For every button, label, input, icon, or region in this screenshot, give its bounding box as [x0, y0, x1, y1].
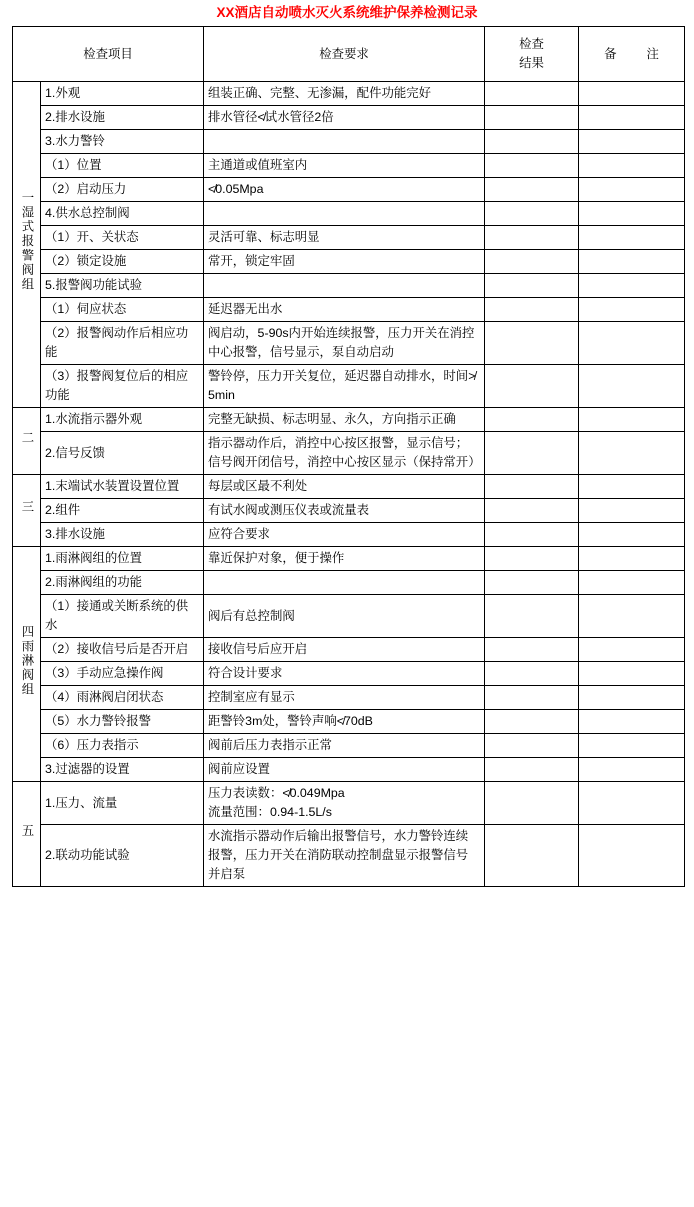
inspection-item-cell: 1.压力、流量: [41, 782, 204, 825]
table-row: [13, 106, 685, 130]
inspection-requirement-cell: 常开，锁定牢固: [204, 250, 485, 274]
column-header-result-line1: 检查: [519, 37, 544, 51]
inspection-item-cell: （1）接通或关断系统的供水: [41, 595, 204, 638]
inspection-item-cell: （3）手动应急操作阀: [41, 662, 204, 686]
inspection-result-cell[interactable]: [485, 202, 579, 226]
inspection-item-cell: （2）启动压力: [41, 178, 204, 202]
inspection-requirement-cell: 阀前后压力表指示正常: [204, 734, 485, 758]
inspection-requirement-cell: 压力表读数：≮0.049Mpa 流量范围：0.94-1.5L/s: [204, 782, 485, 825]
inspection-item-cell: （2）锁定设施: [41, 250, 204, 274]
inspection-result-cell[interactable]: [485, 322, 579, 365]
inspection-result-cell[interactable]: [485, 274, 579, 298]
inspection-item-cell: 5.报警阀功能试验: [41, 274, 204, 298]
inspection-result-cell[interactable]: [485, 178, 579, 202]
inspection-item-cell: 3.水力警铃: [41, 130, 204, 154]
inspection-requirement-cell: 排水管径≮试水管径2倍: [204, 106, 485, 130]
table-row: [13, 595, 685, 638]
inspection-note-cell[interactable]: [579, 686, 685, 710]
inspection-result-cell[interactable]: [485, 250, 579, 274]
inspection-note-cell[interactable]: [579, 475, 685, 499]
inspection-result-cell[interactable]: [485, 758, 579, 782]
table-row: [13, 734, 685, 758]
inspection-item-cell: 1.雨淋阀组的位置: [41, 547, 204, 571]
inspection-note-cell[interactable]: [579, 250, 685, 274]
inspection-result-cell[interactable]: [485, 782, 579, 825]
table-row: [13, 432, 685, 475]
inspection-result-cell[interactable]: [485, 710, 579, 734]
inspection-note-cell[interactable]: [579, 408, 685, 432]
column-header-result: [485, 27, 579, 82]
inspection-note-cell[interactable]: [579, 322, 685, 365]
inspection-item-cell: 4.供水总控制阀: [41, 202, 204, 226]
inspection-requirement-cell: 有试水阀或测压仪表或流量表: [204, 499, 485, 523]
inspection-note-cell[interactable]: [579, 154, 685, 178]
inspection-item-cell: （5）水力警铃报警: [41, 710, 204, 734]
inspection-note-cell[interactable]: [579, 82, 685, 106]
inspection-item-cell: 3.过滤器的设置: [41, 758, 204, 782]
table-row: [13, 365, 685, 408]
inspection-note-cell[interactable]: [579, 595, 685, 638]
inspection-result-cell[interactable]: [485, 734, 579, 758]
table-row: [13, 662, 685, 686]
inspection-result-cell[interactable]: [485, 432, 579, 475]
inspection-requirement-cell: ≮0.05Mpa: [204, 178, 485, 202]
inspection-requirement-cell: [204, 274, 485, 298]
table-row: [13, 638, 685, 662]
inspection-item-cell: 1.末端试水装置设置位置: [41, 475, 204, 499]
inspection-item-cell: 2.信号反馈: [41, 432, 204, 475]
inspection-requirement-cell: 组装正确、完整、无渗漏，配件功能完好: [204, 82, 485, 106]
section-label: 三: [20, 500, 34, 515]
section-label: 五: [20, 823, 34, 839]
table-body: [13, 82, 685, 887]
inspection-requirement-cell: [204, 202, 485, 226]
table-row: [13, 202, 685, 226]
column-header-note-b: 注: [646, 46, 659, 61]
inspection-result-cell[interactable]: [485, 499, 579, 523]
inspection-result-cell[interactable]: [485, 571, 579, 595]
table-row: [13, 178, 685, 202]
inspection-result-cell[interactable]: [485, 475, 579, 499]
table-row: [13, 758, 685, 782]
inspection-result-cell[interactable]: [485, 82, 579, 106]
inspection-item-cell: （2）报警阀动作后相应功能: [41, 322, 204, 365]
inspection-requirement-cell: 靠近保护对象，便于操作: [204, 547, 485, 571]
inspection-item-cell: （4）雨淋阀启闭状态: [41, 686, 204, 710]
inspection-result-cell[interactable]: [485, 638, 579, 662]
inspection-item-cell: （2）接收信号后是否开启: [41, 638, 204, 662]
inspection-requirement-cell: 每层或区最不利处: [204, 475, 485, 499]
inspection-requirement-cell: 距警铃3m处，警铃声响≮70dB: [204, 710, 485, 734]
inspection-item-cell: 1.外观: [41, 82, 204, 106]
inspection-note-cell[interactable]: [579, 365, 685, 408]
table-row: [13, 408, 685, 432]
inspection-note-cell[interactable]: [579, 298, 685, 322]
table-row: [13, 686, 685, 710]
table-row: [13, 499, 685, 523]
inspection-result-cell[interactable]: [485, 825, 579, 887]
inspection-item-cell: 2.雨淋阀组的功能: [41, 571, 204, 595]
inspection-requirement-cell: 符合设计要求: [204, 662, 485, 686]
inspection-requirement-cell: 主通道或值班室内: [204, 154, 485, 178]
inspection-note-cell[interactable]: [579, 662, 685, 686]
inspection-requirement-cell: 警铃停，压力开关复位，延迟器自动排水，时间≯5min: [204, 365, 485, 408]
inspection-item-cell: （6）压力表指示: [41, 734, 204, 758]
section-label: 一湿式报警阀组: [20, 191, 34, 292]
inspection-note-cell[interactable]: [579, 825, 685, 887]
inspection-note-cell[interactable]: [579, 130, 685, 154]
inspection-note-cell[interactable]: [579, 734, 685, 758]
inspection-requirement-cell: 接收信号后应开启: [204, 638, 485, 662]
inspection-result-cell[interactable]: [485, 365, 579, 408]
header-row: [13, 27, 685, 82]
column-header-note-a: 备: [604, 46, 617, 61]
inspection-note-cell[interactable]: [579, 547, 685, 571]
table-row: [13, 782, 685, 825]
column-header-item: 检查项目: [13, 27, 204, 82]
inspection-result-cell[interactable]: [485, 662, 579, 686]
inspection-item-cell: （1）伺应状态: [41, 298, 204, 322]
inspection-note-cell[interactable]: [579, 106, 685, 130]
inspection-note-cell[interactable]: [579, 178, 685, 202]
column-header-requirement: 检查要求: [204, 27, 485, 82]
inspection-item-cell: 2.排水设施: [41, 106, 204, 130]
inspection-result-cell[interactable]: [485, 523, 579, 547]
table-row: [13, 82, 685, 106]
inspection-note-cell[interactable]: [579, 226, 685, 250]
section-label: 四雨淋阀组: [20, 625, 34, 697]
inspection-requirement-cell: 指示器动作后，消控中心按区报警，显示信号；信号阀开闭信号，消控中心按区显示（保持常开）: [204, 432, 485, 475]
inspection-requirement-cell: 阀后有总控制阀: [204, 595, 485, 638]
inspection-item-cell: 2.联动功能试验: [41, 825, 204, 887]
inspection-requirement-cell: [204, 130, 485, 154]
inspection-requirement-cell: [204, 571, 485, 595]
table-header: [13, 27, 685, 82]
table-row: [13, 571, 685, 595]
inspection-requirement-cell: 水流指示器动作后输出报警信号，水力警铃连续报警，压力开关在消防联动控制盘显示报警信号并启泵: [204, 825, 485, 887]
inspection-note-cell[interactable]: [579, 571, 685, 595]
inspection-note-cell[interactable]: [579, 523, 685, 547]
inspection-note-cell[interactable]: [579, 499, 685, 523]
inspection-item-cell: 2.组件: [41, 499, 204, 523]
inspection-requirement-cell: 控制室应有显示: [204, 686, 485, 710]
inspection-result-cell[interactable]: [485, 298, 579, 322]
inspection-result-cell[interactable]: [485, 226, 579, 250]
section-label-cell: [13, 82, 41, 408]
table-row: [13, 154, 685, 178]
inspection-result-cell[interactable]: [485, 547, 579, 571]
inspection-item-cell: （3）报警阀复位后的相应功能: [41, 365, 204, 408]
table-row: [13, 825, 685, 887]
table-row: [13, 250, 685, 274]
inspection-requirement-cell: 延迟器无出水: [204, 298, 485, 322]
section-label-cell: [13, 782, 41, 887]
inspection-note-cell[interactable]: [579, 432, 685, 475]
table-row: [13, 322, 685, 365]
column-header-note: [579, 27, 685, 82]
inspection-result-cell[interactable]: [485, 595, 579, 638]
inspection-note-cell[interactable]: [579, 710, 685, 734]
inspection-result-cell[interactable]: [485, 154, 579, 178]
inspection-item-cell: 3.排水设施: [41, 523, 204, 547]
inspection-result-cell[interactable]: [485, 408, 579, 432]
table-row: [13, 547, 685, 571]
table-row: [13, 274, 685, 298]
inspection-result-cell[interactable]: [485, 106, 579, 130]
inspection-note-cell[interactable]: [579, 638, 685, 662]
table-row: [13, 130, 685, 154]
table-row: [13, 710, 685, 734]
table-row: [13, 226, 685, 250]
table-row: [13, 298, 685, 322]
page-title: XX酒店自动喷水灭火系统维护保养检测记录: [216, 5, 478, 20]
inspection-requirement-cell: 完整无缺损、标志明显、永久，方向指示正确: [204, 408, 485, 432]
inspection-note-cell[interactable]: [579, 274, 685, 298]
section-label-cell: [13, 547, 41, 782]
inspection-requirement-cell: 应符合要求: [204, 523, 485, 547]
section-label-cell: [13, 475, 41, 547]
inspection-note-cell[interactable]: [579, 758, 685, 782]
inspection-note-cell[interactable]: [579, 202, 685, 226]
inspection-item-cell: （1）位置: [41, 154, 204, 178]
inspection-requirement-cell: 阀启动，5-90s内开始连续报警，压力开关在消控中心报警，信号显示，泵自动启动: [204, 322, 485, 365]
column-header-result-line2: 结果: [519, 56, 544, 70]
inspection-result-cell[interactable]: [485, 130, 579, 154]
inspection-note-cell[interactable]: [579, 782, 685, 825]
table-row: [13, 523, 685, 547]
inspection-result-cell[interactable]: [485, 686, 579, 710]
inspection-record-table: [12, 26, 685, 887]
section-label: 二: [20, 430, 34, 446]
inspection-item-cell: 1.水流指示器外观: [41, 408, 204, 432]
table-row: [13, 475, 685, 499]
inspection-item-cell: （1）开、关状态: [41, 226, 204, 250]
inspection-requirement-cell: 阀前应设置: [204, 758, 485, 782]
section-label-cell: [13, 408, 41, 475]
inspection-requirement-cell: 灵活可靠、标志明显: [204, 226, 485, 250]
